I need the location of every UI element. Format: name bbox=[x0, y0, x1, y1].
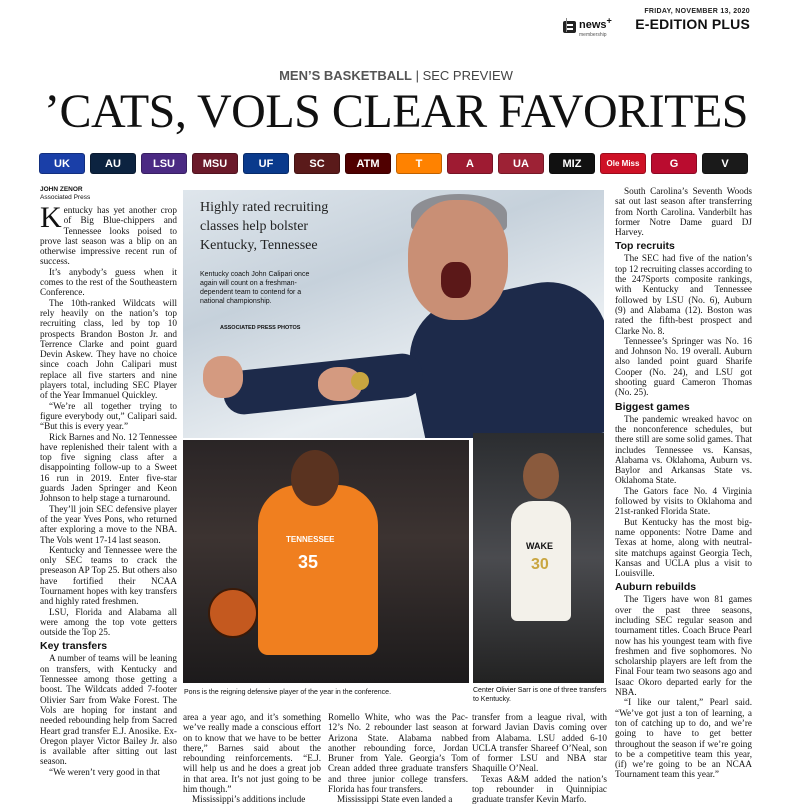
page-headline: ’CATS, VOLS CLEAR FAVORITES bbox=[44, 85, 748, 138]
brand-sub: membership bbox=[579, 32, 607, 38]
news-plus-logo bbox=[563, 15, 612, 38]
article-column-4 bbox=[472, 712, 607, 805]
pons-caption: Pons is the reigning defensive player of the year in the conference. bbox=[184, 689, 392, 696]
team-logo-icon: A bbox=[447, 153, 493, 174]
paragraph: South Carolina’s Seventh Woods sat out last season after transferring from North Carolina. Vanderbilt has former Notre Dame guard DJ Harvey. bbox=[615, 186, 752, 238]
paragraph: LSU, Florida and Alabama all were among the top vote getters outside the Top 25. bbox=[40, 606, 177, 638]
paragraph: Tennessee’s Springer was No. 16 and Johnson No. 19 overall. Auburn also landed point guard Sharife Cooper (No. 24), and LSU got shooting guard Cameron Thomas (No. 25). bbox=[615, 335, 752, 398]
paragraph: The SEC had five of the nation’s top 12 recruiting classes according to the 247Sports composite rankings, with Kentucky and Tennessee followed by LSU (No. 6), Auburn (9) and Alabama (12). Boston was rated the fifth-best prospect and Clarke No. 8. bbox=[615, 253, 753, 336]
jersey-number: 35 bbox=[298, 552, 319, 572]
article-column-1 bbox=[40, 186, 177, 777]
section-label: MEN’S BASKETBALL bbox=[279, 68, 412, 83]
paragraph: transfer from a league rival, with forward Javian Davis coming over from Alabama. LSU added 6-10 UCLA transfer Shareef O’Neal, son of former LSU and NBA star Shaquille O’Neal. bbox=[472, 712, 607, 774]
team-logo-icon: UF bbox=[243, 153, 289, 174]
section-kicker bbox=[0, 68, 792, 83]
paragraph: But Kentucky has the most big-name opponents: Notre Dame and Texas at home, along with neutral-site matchups against Georgia Tech, Kansas and UCLA plus a visit to Louisville. bbox=[615, 516, 752, 579]
paragraph: A number of teams will be leaning on transfers, with Kentucky and Tennessee among those getting a boost. The Wildcats added 7-footer Olivier Sarr from Wake Forest. The Vols are hoping for instant and needed rebounding help from Sacred Heart grad transfer E.J. Anosike. Ex-Oregon player Victor Bailey Jr. also is available after sitting out last season. bbox=[40, 653, 177, 767]
main-photo-caption: Kentucky coach John Calipari once again will count on a freshman-dependent team to contend for a national championship. bbox=[200, 271, 310, 305]
edition-title: E-EDITION PLUS bbox=[635, 16, 750, 32]
paragraph: “We’re all together trying to figure everybody out,” Calipari said. “But this is every year.” bbox=[40, 400, 177, 432]
article-column-2 bbox=[183, 712, 321, 805]
paragraph: They’ll join SEC defensive player of the year Yves Pons, who returned after exploring a move to the NBA. The Vols went 17-14 last season. bbox=[40, 503, 177, 545]
masthead-divider bbox=[566, 18, 567, 32]
team-logo-icon: T bbox=[396, 153, 442, 174]
paragraph: “We weren’t very good in that bbox=[49, 766, 161, 777]
brand-word: news+ bbox=[579, 15, 612, 31]
jersey-team: WAKE bbox=[526, 541, 553, 551]
team-logo-icon: UK bbox=[39, 153, 85, 174]
sarr-caption: Center Olivier Sarr is one of three transfers to Kentucky. bbox=[473, 687, 607, 703]
team-logo-icon: SC bbox=[294, 153, 340, 174]
team-logo-icon: AU bbox=[90, 153, 136, 174]
article-deck: Highly rated recruiting classes help bolster Kentucky, Tennessee bbox=[200, 200, 329, 253]
team-logo-icon: UA bbox=[498, 153, 544, 174]
paragraph: entucky has yet another crop of Big Blue-chippers and Tennessee looks poised to prove last season was a blip on an otherwise impressive recent run of success. bbox=[40, 205, 177, 267]
photo-credit: ASSOCIATED PRESS PHOTOS bbox=[220, 325, 301, 331]
paragraph: The 10th-ranked Wildcats will rely heavily on the nation’s top recruiting class, led by top 10 prospects Brandon Boston Jr. and Terrence Clarke and point guard Devin Askew. They have no choice since coach John Calipari must replace all five starters and nine players total, including SEC Player of the Year Immanuel Quickley. bbox=[40, 297, 177, 401]
team-logo-icon: MSU bbox=[192, 153, 238, 174]
paragraph: The Gators face No. 4 Virginia followed by visits to Oklahoma and 21st-ranked Florida State. bbox=[615, 485, 752, 517]
topic-label: SEC PREVIEW bbox=[422, 68, 513, 83]
masthead-right bbox=[635, 8, 750, 32]
article-column-5 bbox=[615, 186, 752, 780]
jersey-team: TENNESSEE bbox=[286, 535, 335, 544]
paragraph: Mississippi State even landed a bbox=[337, 794, 453, 805]
team-logo-icon: Ole Miss bbox=[600, 153, 646, 174]
paragraph: area a year ago, and it’s something we’ve really made a conscious effort on to know that we have to be better there,” Barnes said about the rebounding reinforcements. “E.J. will help us and he does a great job in that area. It’s not just going to be him though.” bbox=[183, 712, 321, 795]
team-logo-icon: ATM bbox=[345, 153, 391, 174]
team-logo-icon: LSU bbox=[141, 153, 187, 174]
byline-name: JOHN ZENOR bbox=[40, 186, 83, 193]
sarr-photo bbox=[473, 433, 604, 683]
pons-photo bbox=[183, 440, 469, 683]
subhead-biggest-games: Biggest games bbox=[615, 400, 690, 413]
paragraph: The pandemic wreaked havoc on the nonconference schedules, but there still are some solid games. That includes Tennessee vs. Kansas, Alabama vs. Oklahoma, Auburn vs. Baylor and Arkansas State vs. Oklahoma State. bbox=[615, 413, 752, 486]
basketball-icon bbox=[208, 588, 258, 638]
kicker-separator: | bbox=[411, 68, 423, 83]
subhead-key-transfers: Key transfers bbox=[40, 640, 108, 653]
paragraph: The Tigers have won 81 games over the past three seasons, including SEC regular season and tournament titles. Coach Bruce Pearl now has his youngest team with five freshmen and five sophomores. No scholarship players are left from the Final Four team two seasons ago and Isaac Okoro departed early for the NBA. bbox=[615, 594, 752, 698]
subhead-top-recruits: Top recruits bbox=[615, 240, 675, 253]
newspaper-icon bbox=[563, 21, 576, 33]
team-logo-icon: V bbox=[702, 153, 748, 174]
team-logo-icon: MIZ bbox=[549, 153, 595, 174]
paragraph: Kentucky and Tennessee were the only SEC teams to crack the preseason AP Top 25. But others also have fortified their NCAA Tournament hopes with key transfers and highly rated freshmen. bbox=[40, 544, 177, 607]
paragraph: Texas A&M added the nation’s top rebounder in Quinnipiac graduate transfer Kevin Marfo. bbox=[472, 773, 607, 805]
paragraph: Rick Barnes and No. 12 Tennessee have replenished their talent with a top five signing class after a disappointing follow-up to a Sweet 16 run in 2019. Enter five-star guards Jaden Springer and Keon Johnson to help stage a turnaround. bbox=[40, 431, 177, 504]
paragraph: Mississippi’s additions include bbox=[192, 794, 306, 805]
team-logo-strip bbox=[39, 153, 748, 174]
paragraph: Romello White, who was the Pac-12’s No. 2 rebounder last season at Arizona State. Alabama nabbed another rebounding force, Jordan Bruner from Yale. Georgia’s Tom Crean added three graduate transfers and three junior college transfers. Florida has four transfers. bbox=[328, 712, 468, 795]
paragraph: “I like our talent,” Pearl said. “We’ve got just a ton of learning, a ton of catching up to do, and we’re going to have to get better throughout the season if we’re going to be a competitive team this year, (if) we’re going to be an NCAA Tournament team this year.” bbox=[615, 697, 752, 780]
drop-cap: K bbox=[40, 201, 62, 234]
subhead-auburn-rebuilds: Auburn rebuilds bbox=[615, 581, 697, 594]
byline-org: Associated Press bbox=[40, 194, 91, 201]
article-column-3 bbox=[328, 712, 468, 805]
jersey-number: 30 bbox=[531, 556, 549, 573]
issue-date: FRIDAY, NOVEMBER 13, 2020 bbox=[644, 8, 750, 15]
team-logo-icon: G bbox=[651, 153, 697, 174]
paragraph: It’s anybody’s guess when it comes to the rest of the Southeastern Conference. bbox=[40, 266, 177, 298]
